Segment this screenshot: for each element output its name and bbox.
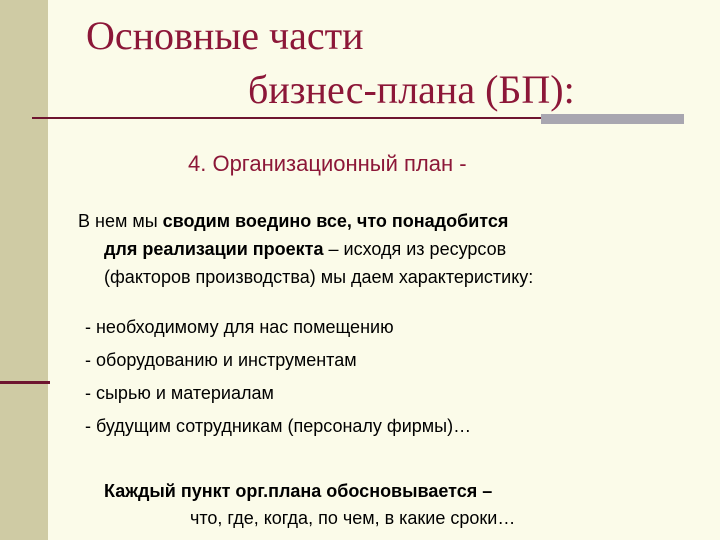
intro-paragraph	[78, 207, 688, 291]
paragraph-bold-2: для реализации проекта	[104, 239, 324, 259]
side-accent-line	[0, 381, 50, 384]
list-item: - оборудованию и инструментам	[85, 350, 357, 370]
paragraph-line-2	[78, 235, 688, 263]
paragraph-rest-2: – исходя из ресурсов	[323, 239, 507, 259]
list-item: - будущим сотрудникам (персоналу фирмы)…	[85, 416, 472, 436]
title-divider-block	[541, 114, 684, 124]
list-item: - необходимому для нас помещению	[85, 317, 394, 337]
paragraph-line-3: (факторов производства) мы даем характеристику:	[104, 267, 534, 287]
conclusion-text: Каждый пункт орг.плана обосновывается –	[104, 481, 493, 501]
title-line-1: Основные части	[86, 13, 364, 58]
paragraph-bold-1: сводим воедино все, что понадобится	[162, 211, 509, 231]
section-subtitle: 4. Организационный план -	[188, 151, 467, 176]
resource-list	[85, 311, 471, 443]
conclusion-subtext: что, где, когда, по чем, в какие сроки…	[190, 508, 516, 528]
title-line-2: бизнес-плана (БП):	[248, 67, 575, 112]
slide-title	[0, 0, 720, 110]
paragraph-lead: В нем мы	[78, 211, 163, 231]
list-item: - сырью и материалам	[85, 383, 274, 403]
